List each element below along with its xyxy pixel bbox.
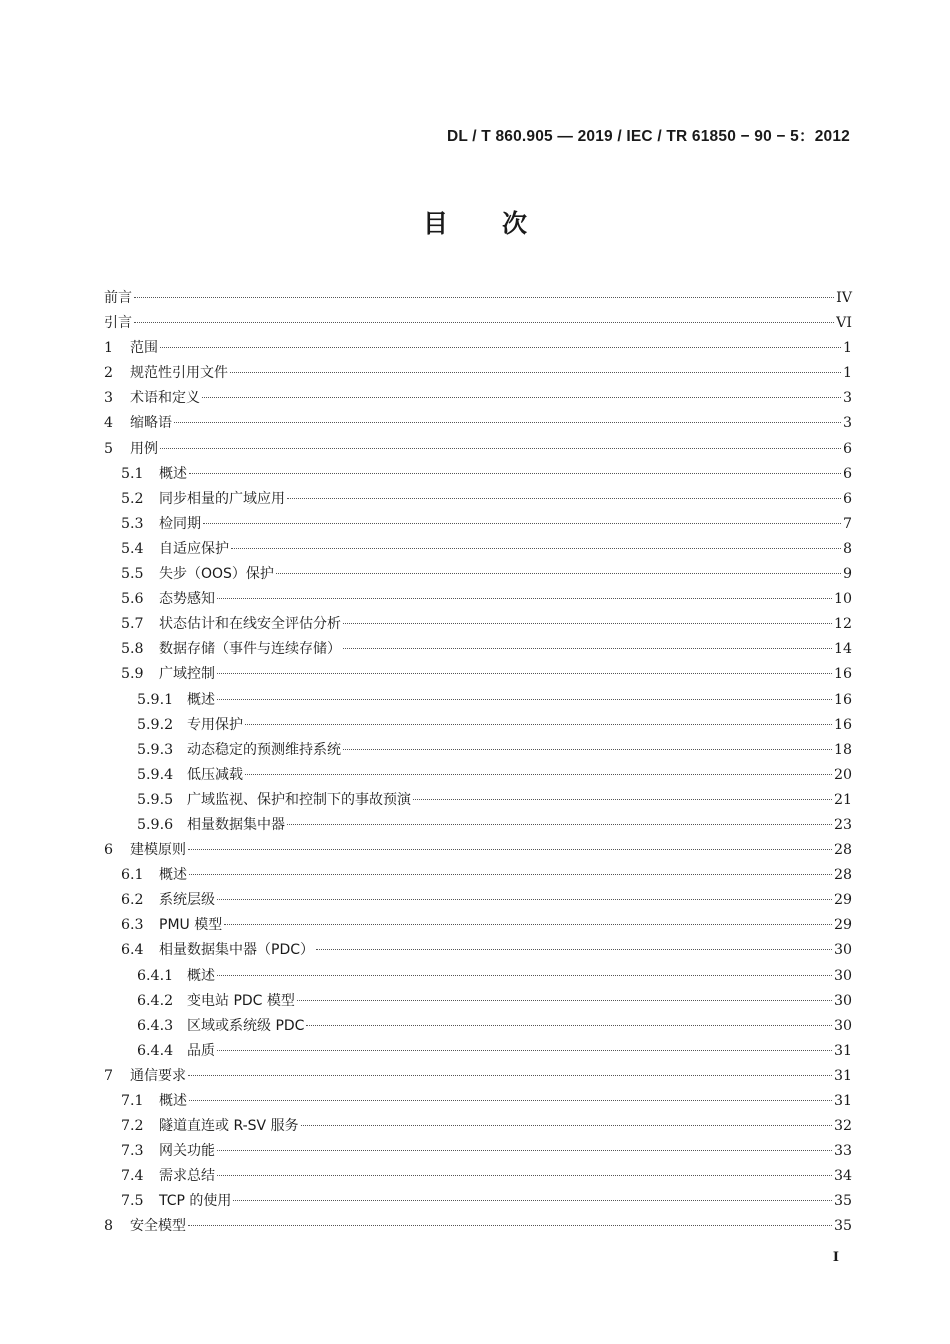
toc-leader-dots xyxy=(217,1175,832,1176)
toc-entry[interactable] xyxy=(104,813,852,838)
toc-entry-page: 9 xyxy=(842,566,852,583)
toc-entry-number: 7 xyxy=(104,1067,114,1084)
toc-entry-number: 5.9.1 xyxy=(137,691,174,708)
toc-entry[interactable] xyxy=(104,361,852,386)
toc-entry-title: 概述 xyxy=(159,465,187,482)
toc-entry[interactable] xyxy=(104,838,852,863)
toc-entry-page: IV xyxy=(836,290,852,306)
toc-entry-page: 3 xyxy=(842,415,852,432)
toc-entry-number: 7.5 xyxy=(121,1193,144,1210)
toc-entry-title: 同步相量的广域应用 xyxy=(159,490,285,507)
toc-entry-number: 5.5 xyxy=(121,566,144,583)
toc-leader-dots xyxy=(297,1000,832,1001)
toc-entry-title: 规范性引用文件 xyxy=(130,365,228,382)
toc-entry-page: 28 xyxy=(833,867,852,884)
toc-entry-page: 34 xyxy=(833,1168,852,1185)
toc-entry-title: 通信要求 xyxy=(130,1067,186,1084)
toc-entry-page: VI xyxy=(836,315,852,332)
toc-leader-dots xyxy=(160,448,841,449)
toc-entry-page: 23 xyxy=(833,816,852,833)
toc-entry-page: 35 xyxy=(833,1193,852,1210)
toc-entry-title: 前言 xyxy=(104,290,132,306)
toc-entry-number: 7.2 xyxy=(121,1118,144,1135)
toc-entry-number: 5.9.3 xyxy=(137,741,174,758)
toc-entry-number: 6.1 xyxy=(121,867,144,884)
toc-entry[interactable] xyxy=(104,487,852,512)
toc-entry[interactable] xyxy=(104,688,852,713)
page-number: I xyxy=(832,1250,839,1265)
toc-entry[interactable] xyxy=(104,612,852,637)
toc-leader-dots xyxy=(188,1225,832,1226)
toc-entry-number: 5.6 xyxy=(121,591,144,608)
toc-entry[interactable] xyxy=(104,938,852,963)
toc-leader-dots xyxy=(301,1125,832,1126)
toc-entry[interactable] xyxy=(104,1089,852,1114)
toc-entry-title: 概述 xyxy=(187,691,215,708)
toc-entry-title: 概述 xyxy=(159,867,187,884)
toc-entry-title: 专用保护 xyxy=(187,716,243,733)
toc-entry-number: 5.9 xyxy=(121,666,144,683)
toc-entry-page: 33 xyxy=(833,1143,852,1160)
toc-entry[interactable] xyxy=(104,989,852,1014)
toc-entry[interactable] xyxy=(104,713,852,738)
toc-leader-dots xyxy=(188,849,832,850)
toc-entry-number: 3 xyxy=(104,390,114,407)
toc-entry-title: 区域或系统级 PDC xyxy=(187,1017,305,1034)
toc-leader-dots xyxy=(174,422,841,423)
toc-entry-page: 31 xyxy=(833,1042,852,1059)
toc-leader-dots xyxy=(245,724,832,725)
toc-entry[interactable] xyxy=(104,763,852,788)
toc-leader-dots xyxy=(224,924,832,925)
toc-leader-dots xyxy=(189,473,841,474)
toc-entry-number: 7.1 xyxy=(121,1093,144,1109)
toc-entry-title: 缩略语 xyxy=(130,415,172,432)
toc-entry-page: 12 xyxy=(833,616,852,633)
toc-leader-dots xyxy=(343,749,832,750)
toc-entry[interactable] xyxy=(104,587,852,612)
toc-leader-dots xyxy=(189,1100,832,1101)
toc-leader-dots xyxy=(287,498,841,499)
toc-entry[interactable] xyxy=(104,562,852,587)
toc-entry-title: 广域控制 xyxy=(159,666,215,683)
toc-entry-number: 5.9.6 xyxy=(137,816,174,833)
toc-entry-title: 用例 xyxy=(130,440,158,457)
toc-entry-number: 1 xyxy=(104,340,114,357)
toc-entry[interactable] xyxy=(104,1114,852,1139)
toc-entry-title: 需求总结 xyxy=(159,1168,215,1185)
toc-entry-title: 引言 xyxy=(104,315,132,332)
toc-entry[interactable] xyxy=(104,512,852,537)
toc-entry-title: 低压减载 xyxy=(187,766,243,783)
toc-leader-dots xyxy=(343,623,832,624)
toc-leader-dots xyxy=(233,1200,832,1201)
toc-entry-page: 8 xyxy=(842,540,852,557)
toc-entry-number: 6.4.3 xyxy=(137,1017,174,1034)
toc-leader-dots xyxy=(217,975,832,976)
toc-leader-dots xyxy=(189,874,832,875)
toc-entry[interactable] xyxy=(104,462,852,487)
standard-code-header: DL / T 860.905 — 2019 / IEC / TR 61850 − 90 − 5：2012 xyxy=(446,128,850,145)
toc-entry[interactable] xyxy=(104,411,852,436)
toc-entry-number: 5.1 xyxy=(121,465,144,482)
toc-entry-page: 6 xyxy=(842,440,852,457)
toc-leader-dots xyxy=(202,397,841,398)
toc-entry-page: 29 xyxy=(833,917,852,934)
toc-entry-title: 范围 xyxy=(130,340,158,357)
toc-entry-title: 网关功能 xyxy=(159,1143,215,1160)
toc-entry-page: 30 xyxy=(833,942,852,959)
toc-entry-number: 5.7 xyxy=(121,616,144,633)
toc-entry-title: PMU 模型 xyxy=(159,917,223,934)
toc-entry-page: 28 xyxy=(833,842,852,859)
toc-entry[interactable] xyxy=(104,1214,852,1239)
toc-entry[interactable] xyxy=(104,311,852,336)
toc-entry[interactable] xyxy=(104,888,852,913)
toc-entry-number: 5.3 xyxy=(121,515,144,532)
toc-leader-dots xyxy=(217,1050,832,1051)
toc-entry-number: 6 xyxy=(104,842,114,859)
toc-leader-dots xyxy=(160,347,841,348)
table-of-contents xyxy=(104,286,852,1240)
toc-entry-page: 31 xyxy=(833,1067,852,1084)
toc-entry-number: 6.4.2 xyxy=(137,992,174,1009)
toc-entry-title: 概述 xyxy=(187,967,215,984)
toc-leader-dots xyxy=(231,548,841,549)
toc-entry[interactable] xyxy=(104,637,852,662)
toc-entry[interactable] xyxy=(104,437,852,462)
toc-entry-title: 失步（OOS）保护 xyxy=(159,566,274,583)
toc-entry-title: 术语和定义 xyxy=(130,390,200,407)
toc-entry-title: 态势感知 xyxy=(159,591,215,608)
toc-entry[interactable] xyxy=(104,537,852,562)
toc-entry-page: 6 xyxy=(842,465,852,482)
toc-entry-number: 6.2 xyxy=(121,892,144,909)
toc-entry-page: 32 xyxy=(833,1118,852,1135)
toc-entry-title: 变电站 PDC 模型 xyxy=(187,992,295,1009)
toc-entry-number: 5.9.2 xyxy=(137,716,174,733)
toc-entry[interactable] xyxy=(104,662,852,687)
title-char-1: 目 xyxy=(422,209,448,238)
toc-leader-dots xyxy=(217,699,832,700)
toc-entry-number: 5.4 xyxy=(121,540,144,557)
toc-entry-title: 系统层级 xyxy=(159,892,215,909)
toc-leader-dots xyxy=(316,949,832,950)
toc-entry[interactable] xyxy=(104,738,852,763)
toc-entry-title: 隧道直连或 R-SV 服务 xyxy=(159,1118,299,1135)
toc-leader-dots xyxy=(230,372,841,373)
toc-leader-dots xyxy=(413,799,832,800)
toc-entry-number: 5 xyxy=(104,440,114,457)
toc-entry-page: 14 xyxy=(833,641,852,658)
toc-entry-title: 自适应保护 xyxy=(159,540,229,557)
toc-entry-number: 6.4.4 xyxy=(137,1042,174,1059)
toc-entry-page: 18 xyxy=(833,741,852,758)
toc-entry[interactable] xyxy=(104,286,852,311)
toc-entry-page: 30 xyxy=(833,967,852,984)
toc-entry[interactable] xyxy=(104,913,852,938)
toc-entry-title: 品质 xyxy=(187,1042,215,1059)
toc-leader-dots xyxy=(217,1150,832,1151)
toc-leader-dots xyxy=(188,1075,832,1076)
toc-entry[interactable] xyxy=(104,1064,852,1089)
toc-entry[interactable] xyxy=(104,788,852,813)
toc-entry-title: 相量数据集中器 xyxy=(187,816,285,833)
toc-entry-title: 建模原则 xyxy=(130,842,186,859)
toc-entry-title: 数据存储（事件与连续存储） xyxy=(159,641,341,658)
toc-leader-dots xyxy=(306,1025,831,1026)
toc-entry-page: 29 xyxy=(833,892,852,909)
toc-entry-title: 概述 xyxy=(159,1093,187,1109)
toc-entry-page: 3 xyxy=(842,390,852,407)
toc-leader-dots xyxy=(287,824,832,825)
toc-entry-page: 1 xyxy=(842,340,852,357)
toc-entry-title: 广域监视、保护和控制下的事故预演 xyxy=(187,791,411,808)
toc-leader-dots xyxy=(134,322,834,323)
toc-entry-page: 16 xyxy=(833,666,852,683)
toc-entry-number: 5.2 xyxy=(121,490,144,507)
toc-entry-number: 4 xyxy=(104,415,114,432)
toc-entry-number: 5.8 xyxy=(121,641,144,658)
toc-entry-title: 状态估计和在线安全评估分析 xyxy=(159,616,341,633)
toc-leader-dots xyxy=(217,598,832,599)
toc-entry-title: TCP 的使用 xyxy=(159,1193,232,1210)
toc-entry-page: 1 xyxy=(842,365,852,382)
toc-entry-number: 7.3 xyxy=(121,1143,144,1160)
toc-entry-page: 16 xyxy=(833,716,852,733)
toc-leader-dots xyxy=(343,648,832,649)
toc-entry[interactable] xyxy=(104,1189,852,1214)
title-char-2: 次 xyxy=(502,209,528,238)
toc-entry-number: 5.9.4 xyxy=(137,766,174,783)
toc-entry[interactable] xyxy=(104,1139,852,1164)
page-title xyxy=(0,204,950,240)
toc-leader-dots xyxy=(217,899,832,900)
toc-entry-number: 8 xyxy=(104,1218,114,1235)
toc-entry[interactable] xyxy=(104,1039,852,1064)
toc-entry[interactable] xyxy=(104,863,852,888)
toc-entry-number: 6.3 xyxy=(121,917,144,934)
toc-entry-page: 16 xyxy=(833,691,852,708)
toc-entry-title: 安全模型 xyxy=(130,1218,186,1235)
toc-entry-page: 31 xyxy=(833,1093,852,1109)
toc-leader-dots xyxy=(203,523,841,524)
toc-entry-number: 6.4 xyxy=(121,942,144,959)
toc-entry-page: 30 xyxy=(833,992,852,1009)
toc-entry[interactable] xyxy=(104,1014,852,1039)
toc-entry[interactable] xyxy=(104,1164,852,1189)
toc-leader-dots xyxy=(217,673,832,674)
toc-entry-number: 2 xyxy=(104,365,114,382)
toc-entry-number: 5.9.5 xyxy=(137,791,174,808)
toc-entry-page: 20 xyxy=(833,766,852,783)
toc-entry-number: 7.4 xyxy=(121,1168,144,1185)
toc-entry-number: 6.4.1 xyxy=(137,967,174,984)
toc-entry-title: 动态稳定的预测维持系统 xyxy=(187,741,341,758)
toc-leader-dots xyxy=(245,774,832,775)
toc-entry-page: 7 xyxy=(842,515,852,532)
toc-leader-dots xyxy=(276,573,841,574)
toc-entry[interactable] xyxy=(104,386,852,411)
toc-entry-page: 10 xyxy=(833,591,852,608)
toc-entry-page: 21 xyxy=(833,791,852,808)
toc-entry[interactable] xyxy=(104,964,852,989)
toc-entry-page: 30 xyxy=(833,1017,852,1034)
toc-entry[interactable] xyxy=(104,336,852,361)
toc-entry-page: 35 xyxy=(833,1218,852,1235)
toc-leader-dots xyxy=(134,297,834,298)
toc-entry-page: 6 xyxy=(842,490,852,507)
toc-entry-title: 相量数据集中器（PDC） xyxy=(159,942,314,959)
toc-entry-title: 检同期 xyxy=(159,515,201,532)
